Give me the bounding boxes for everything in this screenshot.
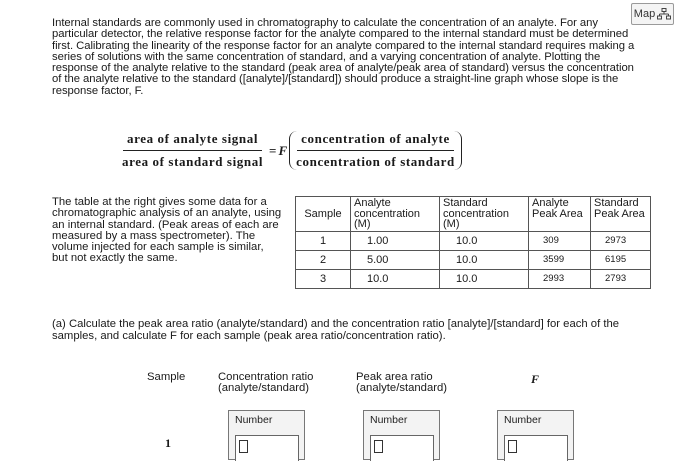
f-answer	[497, 410, 574, 460]
concentration-ratio-answer	[228, 410, 305, 460]
standard-concentration-denominator: concentration of standard	[296, 154, 455, 169]
cell-standard-concentration: 10.0	[440, 269, 529, 288]
cell-standard-peak-area: 2973	[591, 231, 651, 250]
answer-header-sample: Sample	[147, 371, 186, 383]
header-sample: Sample	[296, 197, 351, 232]
header-analyte-peak-area: Analyte Peak Area	[529, 197, 591, 232]
answer-header-peak-area-ratio: Peak area ratio (analyte/standard)	[356, 371, 448, 395]
cell-sample: 1	[296, 231, 351, 250]
number-label: Number	[370, 414, 408, 426]
response-factor-equation	[118, 131, 462, 170]
cell-standard-concentration: 10.0	[440, 231, 529, 250]
table-description: The table at the right gives some data for a chromatographic analysis of an analyte, using an internal standard. (Peak areas of each are measured by a mass spectrometer). The volume injected for each sample is similar, but not exactly the same.	[52, 196, 282, 265]
text-cursor-icon	[508, 440, 517, 453]
answer-row-sample-number: 1	[165, 436, 171, 450]
cell-sample: 2	[296, 250, 351, 269]
response-factor-symbol: F	[278, 142, 288, 158]
table-row	[296, 250, 651, 269]
intro-paragraph: Internal standards are commonly used in chromatography to calculate the concentration of an analyte. For any particular detector, the relative response factor for the analyte compared to the internal standard must be determined first. Calibrating the linearity of the response factor for an analyte compared to the internal standard requires making a series of solutions with the same concentration of standard, and a varying concentration of analyte. Plotting the response of the analyte relative to the standard (peak area of analyte/peak area of standard) versus the concentration of the analyte relative to the standard ([analyte]/[standard]) should produce a straight-line graph whose slope is the response factor, F.	[52, 17, 635, 97]
header-standard-peak-area: Standard Peak Area	[591, 197, 651, 232]
cell-analyte-peak-area: 3599	[529, 250, 591, 269]
standard-signal-denominator: area of standard signal	[122, 154, 264, 169]
cell-sample: 3	[296, 269, 351, 288]
number-label: Number	[235, 414, 273, 426]
concentration-ratio-fraction	[292, 131, 459, 170]
sitemap-icon	[657, 8, 671, 20]
text-cursor-icon	[239, 440, 248, 453]
text-cursor-icon	[374, 440, 383, 453]
answer-header-concentration-ratio: Concentration ratio (analyte/standard)	[218, 371, 314, 395]
header-analyte-concentration: Analyte concentration (M)	[351, 197, 440, 232]
equals-sign: =	[269, 142, 277, 158]
concentration-ratio-input[interactable]	[235, 435, 299, 461]
table-row	[296, 231, 651, 250]
cell-analyte-peak-area: 2993	[529, 269, 591, 288]
peak-area-ratio-input[interactable]	[370, 435, 434, 461]
cell-standard-concentration: 10.0	[440, 250, 529, 269]
cell-analyte-concentration: 10.0	[351, 269, 440, 288]
number-label: Number	[504, 414, 542, 426]
cell-standard-peak-area: 6195	[591, 250, 651, 269]
analyte-concentration-numerator: concentration of analyte	[297, 131, 454, 151]
map-button-label: Map	[633, 8, 656, 20]
f-input[interactable]	[504, 435, 568, 461]
cell-standard-peak-area: 2793	[591, 269, 651, 288]
peak-area-ratio-answer	[363, 410, 440, 460]
concentration-ratio-parenthesis	[289, 131, 462, 170]
answer-header-f: F	[531, 372, 540, 386]
cell-analyte-peak-area: 309	[529, 231, 591, 250]
question-a: (a) Calculate the peak area ratio (analyte/standard) and the concentration ratio [analyte]/[standard] for each of the samples, and calculate F for each sample (peak area ratio/concentration ratio).	[52, 318, 620, 342]
cell-analyte-concentration: 5.00	[351, 250, 440, 269]
header-standard-concentration: Standard concentration (M)	[440, 197, 529, 232]
data-table	[295, 196, 651, 289]
cell-analyte-concentration: 1.00	[351, 231, 440, 250]
table-row	[296, 269, 651, 288]
signal-ratio-fraction	[118, 131, 267, 170]
table-header-row	[296, 197, 651, 232]
analyte-signal-numerator: area of analyte signal	[123, 131, 262, 151]
